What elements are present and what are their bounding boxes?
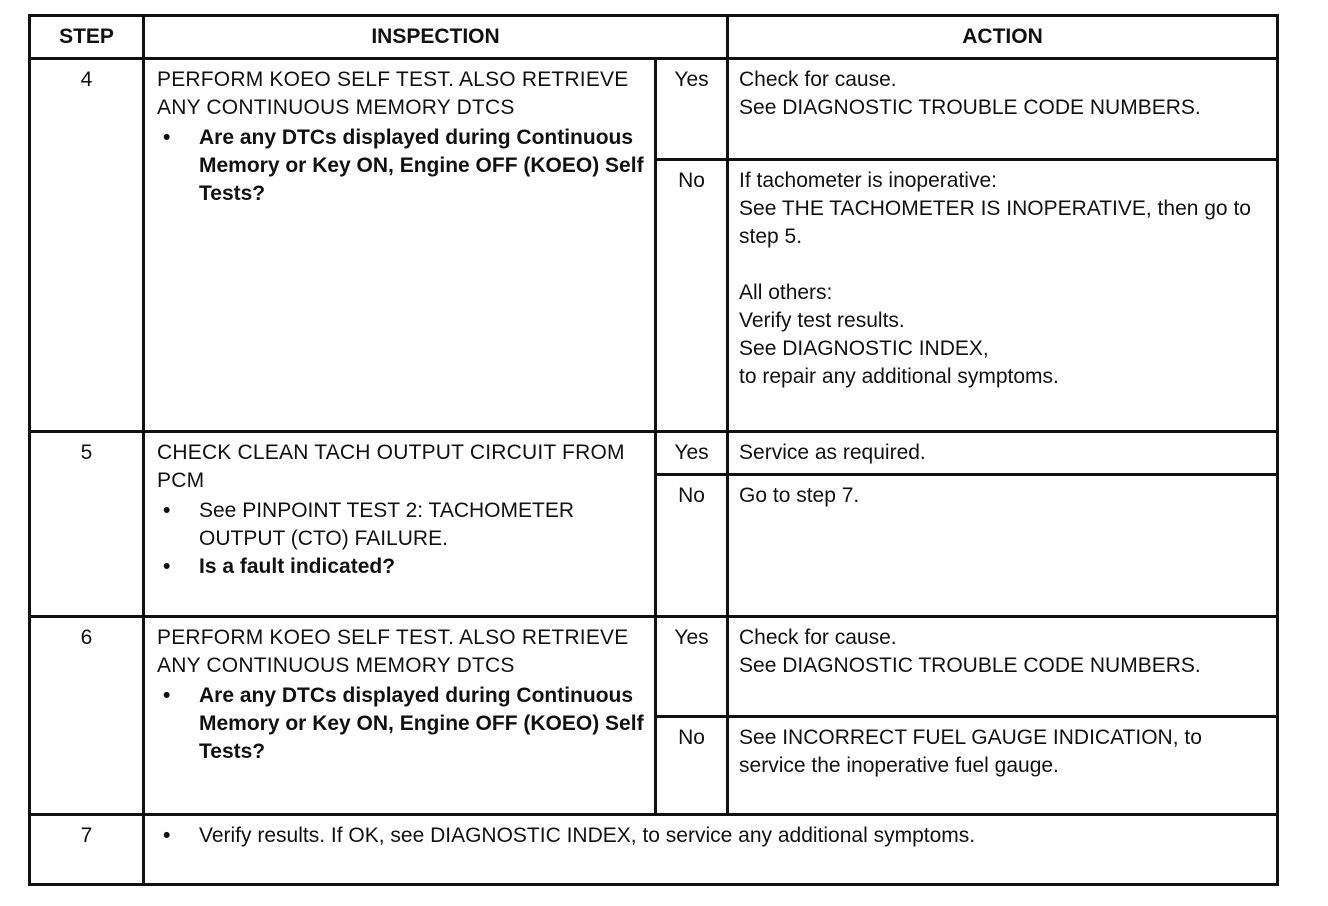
yes-action	[728, 432, 1278, 475]
inspection-title: PERFORM KOEO SELF TEST. ALSO RETRIEVE ANY CONTINUOUS MEMORY DTCS	[157, 626, 629, 677]
inspection-cell	[144, 617, 656, 815]
no-action	[728, 160, 1278, 432]
header-row	[30, 16, 1278, 59]
bullet-item: • Verify results. If OK, see DIAGNOSTIC INDEX, to service any additional symptoms.	[157, 822, 997, 850]
action-line: See THE TACHOMETER IS INOPERATIVE, then go to step 5.	[739, 197, 1251, 248]
bullet-question: • Is a fault indicated?	[157, 553, 646, 581]
spacer	[739, 251, 1268, 279]
action-line: See DIAGNOSTIC TROUBLE CODE NUMBERS.	[739, 96, 1201, 119]
action-line: See DIAGNOSTIC TROUBLE CODE NUMBERS.	[739, 654, 1201, 677]
step-number: 7	[30, 815, 144, 885]
header-inspection: INSPECTION	[144, 16, 728, 59]
no-label: No	[656, 160, 728, 432]
header-step: STEP	[30, 16, 144, 59]
bullet-list	[157, 497, 646, 581]
action-line: See INCORRECT FUEL GAUGE INDICATION, to service the inoperative fuel gauge.	[739, 726, 1202, 777]
table-row	[30, 815, 1278, 885]
no-label: No	[656, 717, 728, 815]
bullet-question: • Are any DTCs displayed during Continuous Memory or Key ON, Engine OFF (KOEO) Self Tests?	[157, 682, 646, 766]
action-line: Verify test results.	[739, 309, 905, 332]
diagnostic-table	[28, 14, 1279, 886]
bullet-item: • See PINPOINT TEST 2: TACHOMETER OUTPUT (CTO) FAILURE.	[157, 497, 646, 553]
inspection-title: PERFORM KOEO SELF TEST. ALSO RETRIEVE ANY CONTINUOUS MEMORY DTCS	[157, 68, 629, 119]
yes-label: Yes	[656, 617, 728, 717]
inspection-title: CHECK CLEAN TACH OUTPUT CIRCUIT FROM PCM	[157, 441, 625, 492]
action-line: If tachometer is inoperative:	[739, 169, 997, 192]
table-row	[30, 432, 1278, 475]
action-line: to repair any additional symptoms.	[739, 365, 1059, 388]
diagnostic-table-container	[28, 14, 1279, 886]
inspection-cell	[144, 432, 656, 617]
yes-label: Yes	[656, 432, 728, 475]
action-line: See DIAGNOSTIC INDEX,	[739, 337, 989, 360]
yes-action	[728, 59, 1278, 160]
table-row	[30, 617, 1278, 717]
action-line: Service as required.	[739, 441, 926, 464]
bullet-list	[157, 822, 997, 850]
inspection-cell	[144, 815, 1278, 885]
bullet-list	[157, 682, 646, 766]
header-action: ACTION	[728, 16, 1278, 59]
action-line: All others:	[739, 281, 833, 304]
step-number: 6	[30, 617, 144, 815]
yes-label: Yes	[656, 59, 728, 160]
no-action	[728, 475, 1278, 617]
inspection-cell	[144, 59, 656, 432]
step-number: 5	[30, 432, 144, 617]
action-line: Check for cause.	[739, 68, 897, 91]
action-line: Check for cause.	[739, 626, 897, 649]
yes-action	[728, 617, 1278, 717]
no-action	[728, 717, 1278, 815]
step-number: 4	[30, 59, 144, 432]
bullet-list	[157, 124, 646, 208]
table-row	[30, 59, 1278, 160]
action-line: Go to step 7.	[739, 484, 860, 507]
no-label: No	[656, 475, 728, 617]
bullet-question: • Are any DTCs displayed during Continuous Memory or Key ON, Engine OFF (KOEO) Self Tests?	[157, 124, 646, 208]
